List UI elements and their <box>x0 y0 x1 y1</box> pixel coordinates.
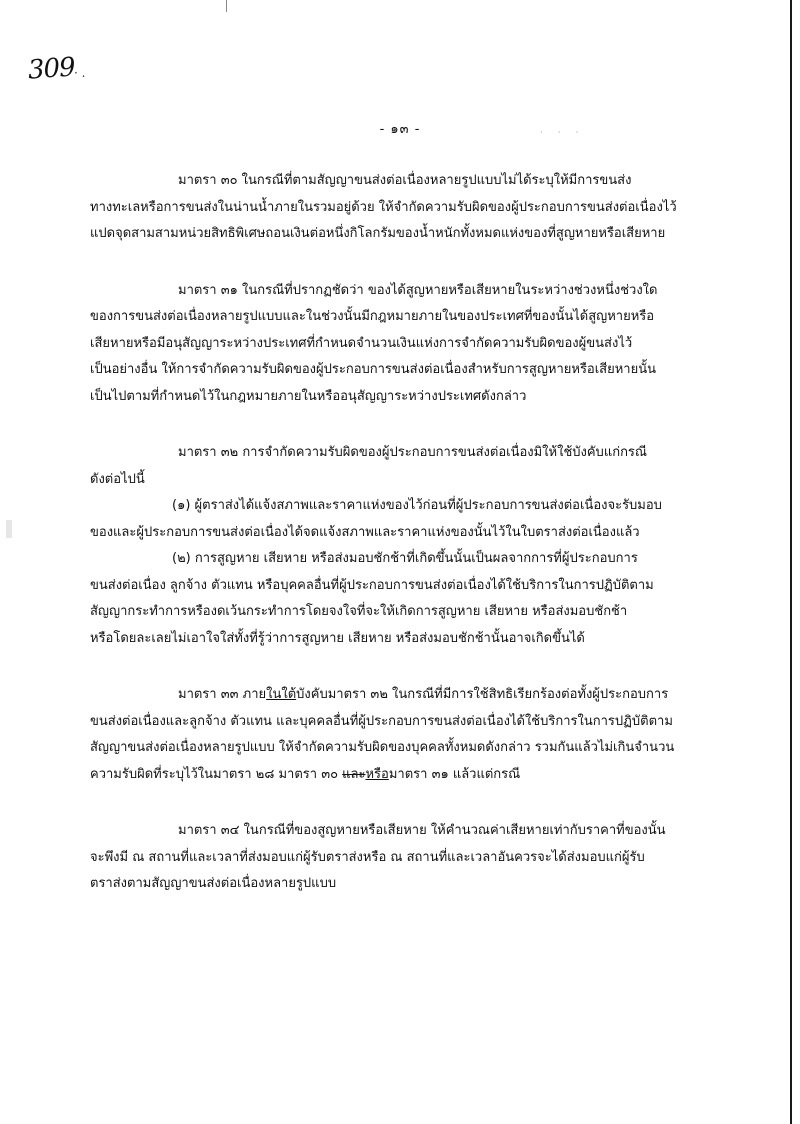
section-30-line: มาตรา ๓๐ ในกรณีที่ตามสัญญาขนส่งต่อเนื่องหลายรูปแบบไม่ได้ระบุให้มีการขนส่ง <box>178 173 632 188</box>
section-30-line: ทางทะเลหรือการขนส่งในน่านน้ำภายในรวมอยู่ด้วย ให้จำกัดความรับผิดของผู้ประกอบการขนส่งต่อเนื่องไว้ <box>90 199 677 215</box>
underlined-edit: หรือ <box>365 766 389 782</box>
section-31-line: เป็นไปตามที่กำหนดไว้ในกฎหมายภายในหรืออนุสัญญาระหว่างประเทศดังกล่าว <box>90 388 527 404</box>
struck-edit: และ <box>342 766 366 782</box>
section-34-line: จะพึงมี ณ สถานที่และเวลาที่ส่งมอบแก่ผู้รับตราส่งหรือ ณ สถานที่และเวลาอันควรจะได้ส่งมอบแก่ผู้รับ <box>90 849 645 865</box>
section-31-line: มาตรา ๓๑ ในกรณีที่ปรากฏชัดว่า ของได้สูญหายหรือเสียหายในระหว่างช่วงหนึ่งช่วงใด <box>178 282 658 298</box>
section-32 <box>90 440 694 652</box>
section-33-text: มาตรา ๓๑ แล้วแต่กรณี <box>388 766 521 782</box>
scan-edge-line <box>790 0 792 1124</box>
section-31-line: ของการขนส่งต่อเนื่องหลายรูปแบบและในช่วงนั้นมีกฎหมายภายในของประเทศที่ของนั้นได้สูญหายหรือ <box>90 309 655 324</box>
section-33-line: สัญญาขนส่งต่อเนื่องหลายรูปแบบ ให้จำกัดความรับผิดของบุคคลทั้งหมดดังกล่าว รวมกันแล้วไม่เกินจำนวน <box>90 740 675 755</box>
annotation-dots: · . <box>74 66 86 80</box>
section-30-line: แปดจุดสามสามหน่วยสิทธิพิเศษถอนเงินต่อหนึ่งกิโลกรัมของน้ำหนักทั้งหมดแห่งของที่สูญหายหรือเสียหาย <box>90 226 666 241</box>
section-34-line: มาตรา ๓๔ ในกรณีที่ของสูญหายหรือเสียหาย ให้คำนวณค่าเสียหายเท่ากับราคาที่ของนั้น <box>178 823 666 838</box>
section-32-item-1-line: (๑) ผู้ตราส่งได้แจ้งสภาพและราคาแห่งของไว้ก่อนที่ผู้ประกอบการขนส่งต่อเนื่องจะรับมอบ <box>172 498 662 513</box>
section-33-line <box>90 682 694 709</box>
section-31-line: เสียหายหรือมีอนุสัญญาระหว่างประเทศที่กำหนดจำนวนเงินแห่งการจำกัดความรับผิดของผู้ขนส่งไว้ <box>90 335 633 351</box>
scan-specks: · · · <box>540 128 585 138</box>
section-32-line: ดังต่อไปนี้ <box>90 471 145 487</box>
scan-smudge <box>6 520 12 538</box>
section-33-text: ความรับผิดที่ระบุไว้ในมาตรา ๒๘ มาตรา ๓๐ <box>90 766 343 782</box>
section-32-item-1-line: ของและผู้ประกอบการขนส่งต่อเนื่องได้จดแจ้งสภาพและราคาแห่งของนั้นไว้ในใบตราส่งต่อเนื่องแล้ว <box>90 524 640 540</box>
section-33-line: ขนส่งต่อเนื่องและลูกจ้าง ตัวแทน และบุคคลอื่นที่ผู้ประกอบการขนส่งต่อเนื่องได้ใช้บริการในการปฏิบัติตาม <box>90 713 673 729</box>
section-33 <box>90 682 694 788</box>
section-32-line: มาตรา ๓๒ การจำกัดความรับผิดของผู้ประกอบการขนส่งต่อเนื่องมิให้ใช้บังคับแก่กรณี <box>178 445 647 460</box>
section-30 <box>90 168 694 248</box>
section-32-item-2-line: หรือโดยละเลยไม่เอาใจใส่ทั้งที่รู้ว่าการสูญหาย เสียหาย หรือส่งมอบชักช้านั้นอาจเกิดขึ้นได้ <box>90 630 585 646</box>
section-33-line <box>90 762 694 789</box>
section-34-line: ตราส่งตามสัญญาขนส่งต่อเนื่องหลายรูปแบบ <box>90 876 337 891</box>
section-31 <box>90 278 694 411</box>
section-32-item-2-line: (๒) การสูญหาย เสียหาย หรือส่งมอบชักช้าที่เกิดขึ้นนั้นเป็นผลจากการที่ผู้ประกอบการ <box>172 551 638 566</box>
section-32-item-2-line: สัญญากระทำการหรืองดเว้นกระทำการโดยจงใจที่จะให้เกิดการสูญหาย เสียหาย หรือส่งมอบชักช้า <box>90 604 628 619</box>
section-32-item-2-line: ขนส่งต่อเนื่อง ลูกจ้าง ตัวแทน หรือบุคคลอื่นที่ผู้ประกอบการขนส่งต่อเนื่องได้ใช้บริการในการปฏิบัติตาม <box>90 577 654 593</box>
section-33-text: บังคับมาตรา ๓๒ ในกรณีที่มีการใช้สิทธิเรียกร้องต่อทั้งผู้ประกอบการ <box>296 687 669 702</box>
page-number: - ๑๓ - <box>379 122 421 137</box>
section-34 <box>90 818 694 898</box>
underlined-edit: ในใต้ <box>266 687 297 702</box>
handwritten-page-annotation: 309 <box>27 52 76 86</box>
section-33-text: มาตรา ๓๓ ภาย <box>178 687 267 702</box>
section-31-line: เป็นอย่างอื่น ให้การจำกัดความรับผิดของผู้ประกอบการขนส่งต่อเนื่องสำหรับการสูญหายหรือเสียหายนั้น <box>90 362 656 377</box>
document-body <box>90 168 694 928</box>
scan-mark <box>226 0 227 12</box>
